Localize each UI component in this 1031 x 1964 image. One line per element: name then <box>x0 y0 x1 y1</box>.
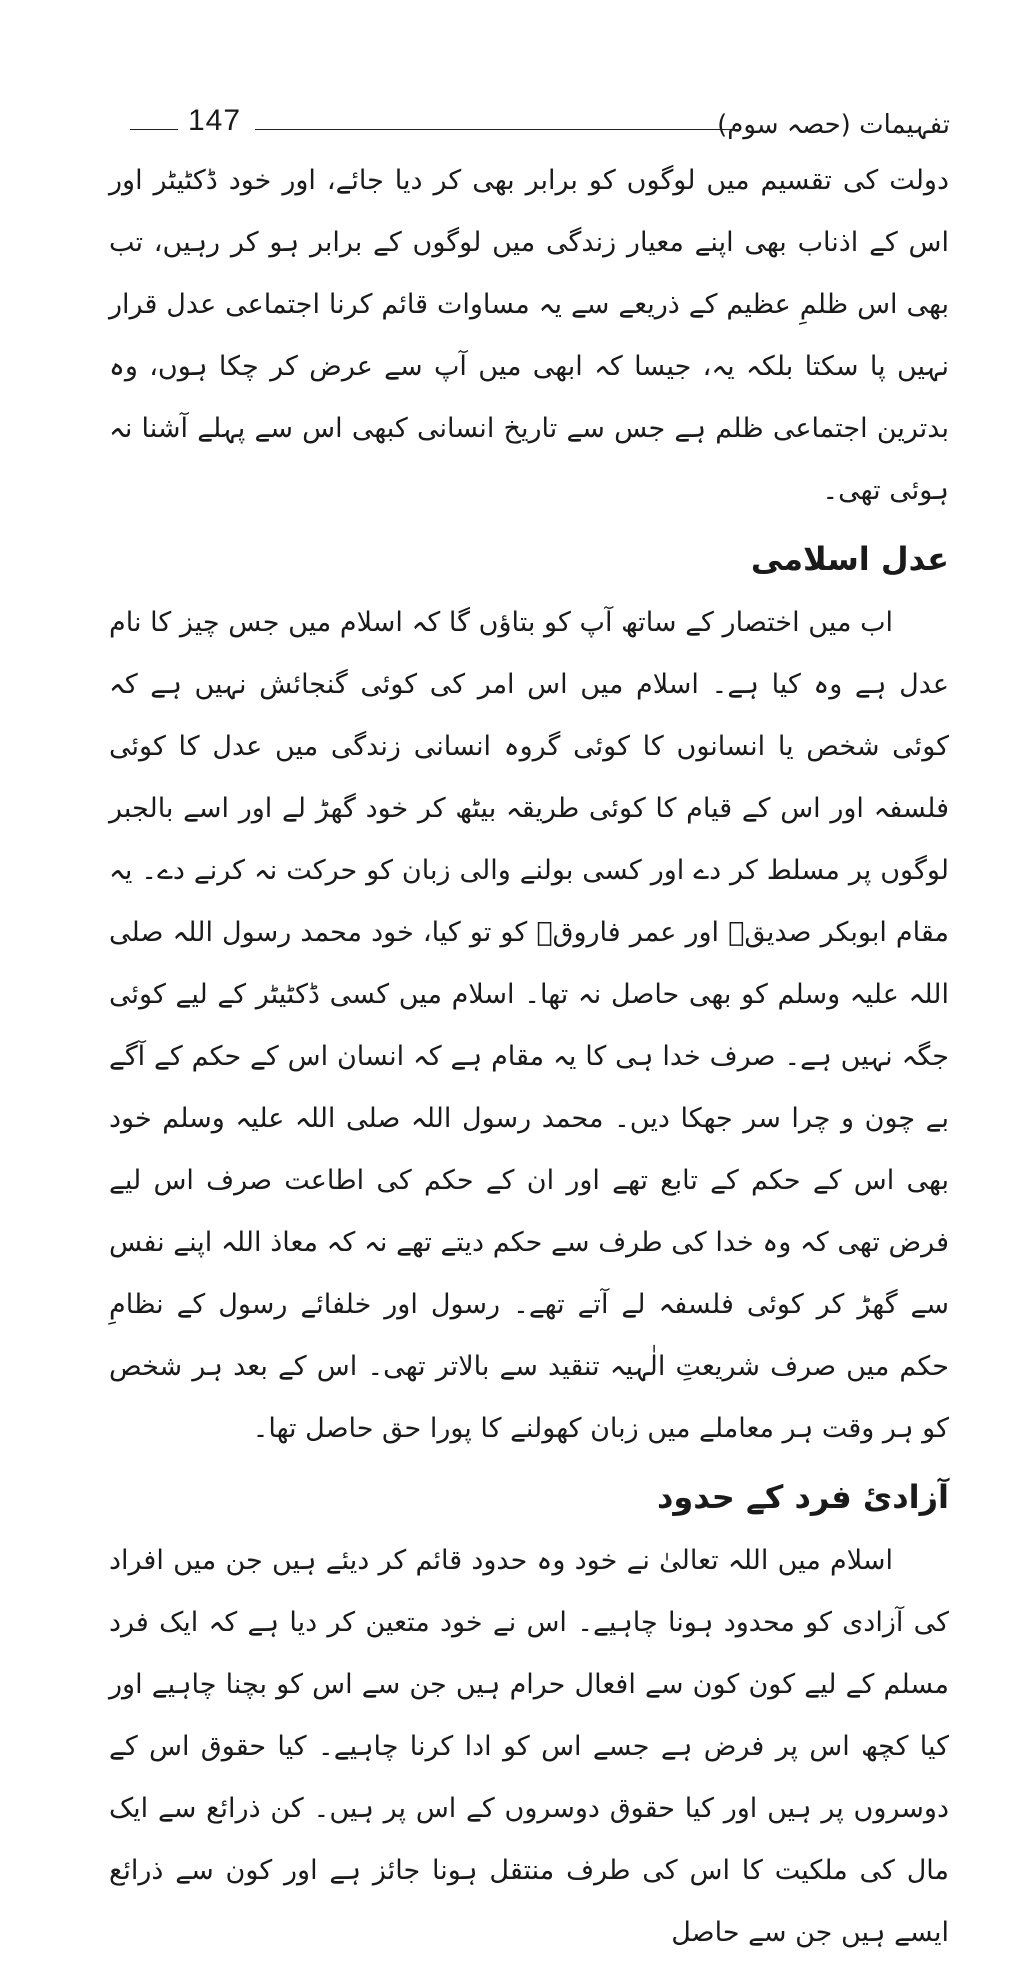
header-rule-long <box>255 129 740 130</box>
running-title: تفہیمات (حصہ سوم) <box>717 110 950 140</box>
paragraph-individual-freedom-limits: اسلام میں اللہ تعالیٰ نے خود وہ حدود قائم کر دیئے ہیں جن میں افراد کی آزادی کو محدود ہونا چاہیے۔ اس نے خود متعین کر دیا ہے کہ ایک فرد مسلم کے لیے کون کون سے افعال حرام ہیں جن سے اس کو بچنا چاہیے اور کیا کچھ اس پر فرض ہے جسے اس کو ادا کرنا چاہیے۔ کیا حقوق اس کے دوسروں پر ہیں اور کیا حقوق دوسروں کے اس پر ہیں۔ کن ذرائع سے ایک مال کی ملکیت کا اس کی طرف منتقل ہونا جائز ہے اور کون سے ذرائع ایسے ہیں جن سے حاصل <box>109 1545 949 1948</box>
header-rule-short <box>130 129 178 130</box>
page-body <box>109 150 949 1964</box>
heading-individual-freedom-limits: آزادیٔ فرد کے حدود <box>656 1478 949 1516</box>
heading-islamic-justice: عدل اسلامی <box>750 540 949 578</box>
page-header <box>120 100 950 150</box>
page-number: 147 <box>188 104 242 137</box>
paragraph-opening: دولت کی تقسیم میں لوگوں کو برابر بھی کر دیا جائے، اور خود ڈکٹیٹر اور اس کے اذناب بھی اپنے معیار زندگی میں لوگوں کے برابر ہو کر رہیں، تب بھی اس ظلمِ عظیم کے ذریعے سے یہ مساوات قائم کرنا اجتماعی عدل قرار نہیں پا سکتا بلکہ یہ، جیسا کہ ابھی میں آپ سے عرض کر چکا ہوں، وہ بدترین اجتماعی ظلم ہے جس سے تاریخ انسانی کبھی اس سے پہلے آشنا نہ ہوئی تھی۔ <box>109 165 949 506</box>
paragraph-islamic-justice: اب میں اختصار کے ساتھ آپ کو بتاؤں گا کہ اسلام میں جس چیز کا نام عدل ہے وہ کیا ہے۔ اسلام میں اس امر کی کوئی گنجائش نہیں ہے کہ کوئی شخص یا انسانوں کا کوئی گروہ انسانی زندگی میں عدل کا کوئی فلسفہ اور اس کے قیام کا کوئی طریقہ بیٹھ کر خود گھڑ لے اور اسے بالجبر لوگوں پر مسلط کر دے اور کسی بولنے والی زبان کو حرکت نہ کرنے دے۔ یہ مقام ابوبکر صدیقؓ اور عمر فاروقؓ کو تو کیا، خود محمد رسول اللہ صلی اللہ علیہ وسلم کو بھی حاصل نہ تھا۔ اسلام میں کسی ڈکٹیٹر کے لیے کوئی جگہ نہیں ہے۔ صرف خدا ہی کا یہ مقام ہے کہ انسان اس کے حکم کے آگے بے چون و چرا سر جھکا دیں۔ محمد رسول اللہ صلی اللہ علیہ وسلم خود بھی اس کے حکم کے تابع تھے اور ان کے حکم کی اطاعت صرف اس لیے فرض تھی کہ وہ خدا کی طرف سے حکم دیتے تھے نہ کہ معاذ اللہ اپنے نفس سے گھڑ کر کوئی فلسفہ لے آتے تھے۔ رسول اور خلفائے رسول کے نظامِ حکم میں صرف شریعتِ الٰہیہ تنقید سے بالاتر تھی۔ اس کے بعد ہر شخص کو ہر وقت ہر معاملے میں زبان کھولنے کا پورا حق حاصل تھا۔ <box>109 607 949 1444</box>
